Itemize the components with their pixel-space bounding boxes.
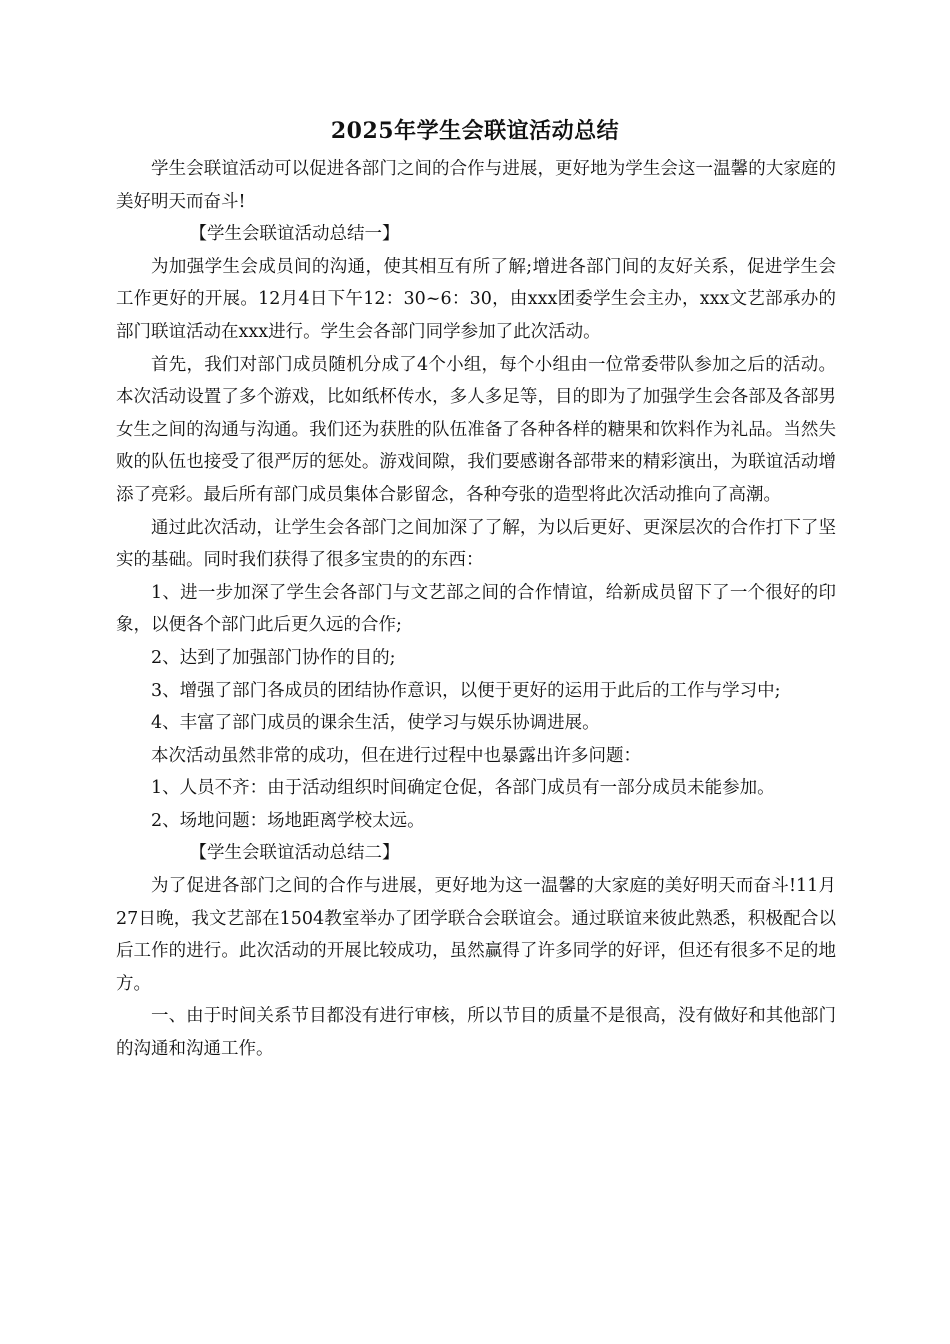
- intro-paragraph: 学生会联谊活动可以促进各部门之间的合作与进展，更好地为学生会这一温馨的大家庭的美好明天而奋斗!: [116, 159, 836, 212]
- body-paragraph: 一、由于时间关系节目都没有进行审核，所以节目的质量不是很高，没有做好和其他部门的沟通和沟通工作。: [116, 1006, 836, 1060]
- list-item: 1、进一步加深了学生会各部门与文艺部之间的合作情谊，给新成员留下了一个很好的印象，以便各个部门此后更久远的合作;: [116, 582, 836, 636]
- list-item: 1、人员不齐：由于活动组织时间确定仓促，各部门成员有一部分成员未能参加。: [151, 778, 775, 799]
- list-item: 3、增强了部门各成员的团结协作意识，以便于更好的运用于此后的工作与学习中;: [151, 680, 781, 701]
- body-paragraph: 为了促进各部门之间的合作与进展，更好地为这一温馨的大家庭的美好明天而奋斗!11月27日晚，我文艺部在1504教室举办了团学联合会联谊会。通过联谊来彼此熟悉，积极配合以后工作的进行。此次活动的开展比较成功，虽然赢得了许多同学的好评，但还有很多不足的地方。: [116, 876, 836, 994]
- document-body: [116, 153, 836, 1066]
- section-heading-1: 【学生会联谊活动总结一】: [189, 224, 400, 245]
- document-title: 2025年学生会联谊活动总结: [330, 118, 620, 144]
- list-item: 4、丰富了部门成员的课余生活，使学习与娱乐协调进展。: [151, 713, 600, 734]
- body-paragraph: 通过此次活动，让学生会各部门之间加深了了解，为以后更好、更深层次的合作打下了坚实的基础。同时我们获得了很多宝贵的的东西：: [116, 517, 836, 571]
- body-paragraph: 为加强学生会成员间的沟通，使其相互有所了解;增进各部门间的友好关系，促进学生会工作更好的开展。12月4日下午12：30~6：30，由xxx团委学生会主办，xxx文艺部承办的部门联谊活动在xxx进行。学生会各部门同学参加了此次活动。: [116, 256, 836, 342]
- section-heading-2: 【学生会联谊活动总结二】: [189, 843, 400, 864]
- list-item: 2、场地问题：场地距离学校太远。: [151, 810, 425, 831]
- body-paragraph: 本次活动虽然非常的成功，但在进行过程中也暴露出许多问题：: [151, 745, 641, 766]
- list-item: 2、达到了加强部门协作的目的;: [151, 647, 396, 668]
- body-paragraph: 首先，我们对部门成员随机分成了4个小组，每个小组由一位常委带队参加之后的活动。本次活动设置了多个游戏，比如纸杯传水，多人多足等，目的即为了加强学生会各部及各部男女生之间的沟通与沟通。我们还为获胜的队伍准备了各种各样的糖果和饮料作为礼品。当然失败的队伍也接受了很严厉的惩处。游戏间隙，我们要感谢各部带来的精彩演出，为联谊活动增添了亮彩。最后所有部门成员集体合影留念，各种夸张的造型将此次活动推向了高潮。: [116, 354, 836, 505]
